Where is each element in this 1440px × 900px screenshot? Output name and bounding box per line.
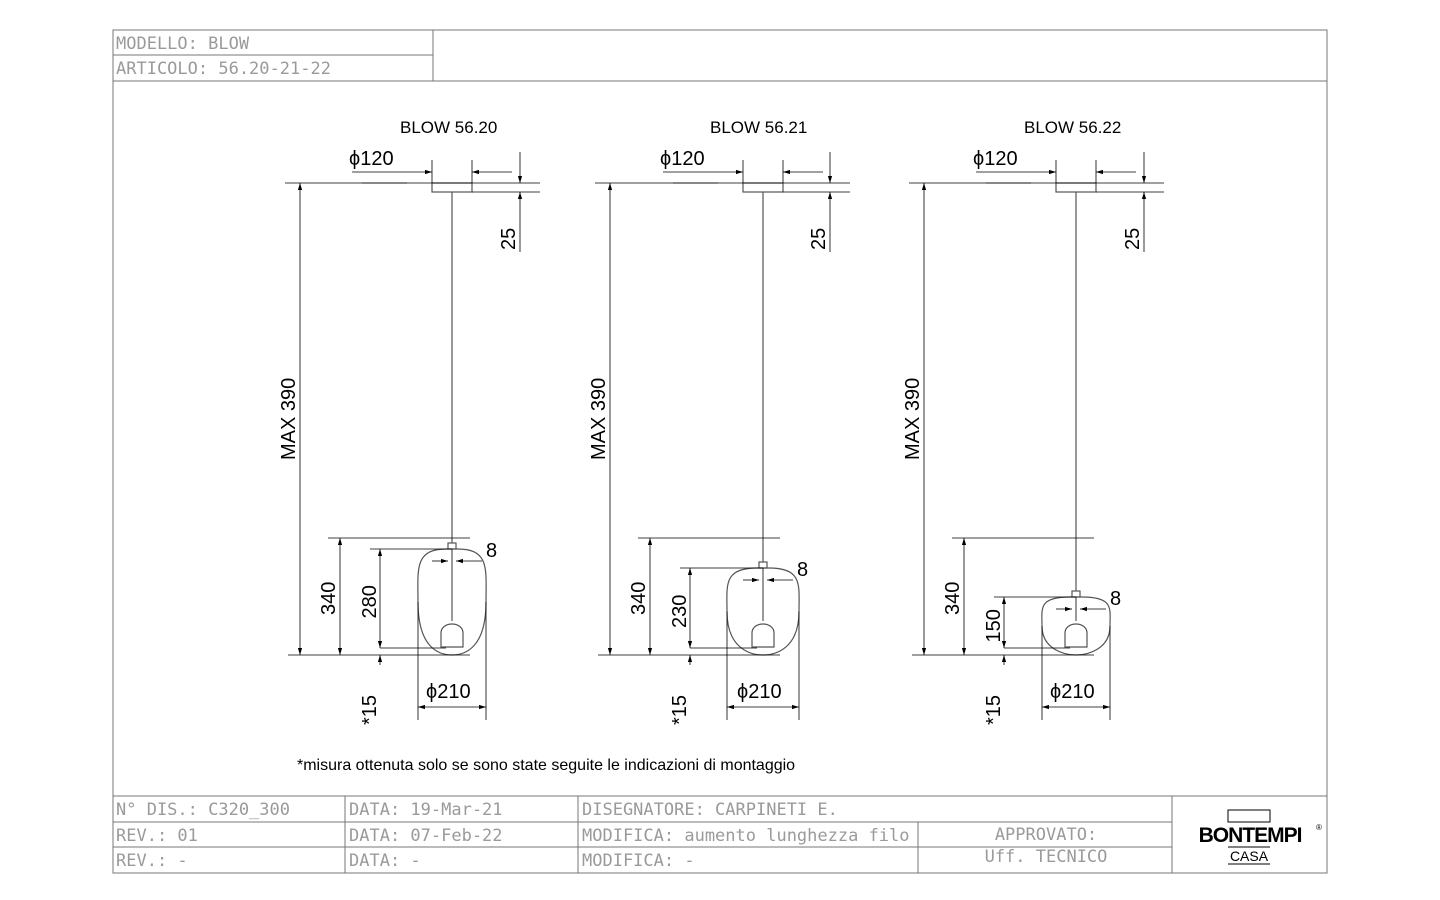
body-height: 150	[983, 609, 1005, 643]
bulb-holder	[752, 624, 774, 647]
offset-note: *15	[983, 694, 1005, 725]
bulb-holder	[441, 624, 463, 647]
body-height: 230	[669, 594, 691, 628]
offset-note: *15	[359, 694, 381, 725]
canopy-diameter: ϕ120	[973, 148, 1018, 170]
articolo-label: ARTICOLO: 56.20-21-22	[116, 59, 331, 79]
lamp-2	[588, 118, 850, 725]
cable-diameter: 8	[1110, 588, 1122, 610]
svg-text:CASA: CASA	[1229, 848, 1269, 864]
date-3: DATA: -	[349, 851, 421, 871]
title-block	[113, 796, 1327, 873]
lamp-title: BLOW 56.21	[710, 118, 808, 137]
revision-2: REV.: -	[116, 851, 188, 871]
body-height: 280	[359, 585, 381, 619]
modification-1: MODIFICA: aumento lunghezza filo	[582, 826, 910, 846]
cable-diameter: 8	[486, 540, 498, 562]
lamp-title: BLOW 56.22	[1024, 118, 1122, 137]
body-diameter: ϕ210	[737, 681, 782, 703]
canopy-height: 25	[808, 227, 830, 250]
total-height: 340	[628, 581, 650, 615]
canopy-diameter: ϕ120	[349, 148, 394, 170]
max-length: MAX 390	[588, 377, 610, 460]
cable-cap	[759, 562, 767, 568]
body-diameter: ϕ210	[1050, 681, 1095, 703]
max-length: MAX 390	[278, 377, 300, 460]
canopy	[1056, 183, 1096, 192]
cable-diameter: 8	[797, 559, 809, 581]
lamp-1	[278, 118, 540, 725]
revision-1: REV.: 01	[116, 826, 198, 846]
canopy-diameter: ϕ120	[660, 148, 705, 170]
cable-cap	[448, 543, 456, 549]
total-height: 340	[942, 581, 964, 615]
total-height: 340	[318, 581, 340, 615]
modification-2: MODIFICA: -	[582, 851, 695, 871]
bulb-holder	[1065, 624, 1087, 647]
cable-cap	[1072, 591, 1080, 597]
svg-text:®: ®	[1316, 823, 1322, 832]
lamp-drawings	[278, 118, 1164, 725]
max-length: MAX 390	[902, 377, 924, 460]
canopy	[432, 183, 472, 192]
approved-by: Uff. TECNICO	[984, 847, 1108, 867]
drawing-number: N° DIS.: C320_300	[116, 800, 290, 820]
date-2: DATA: 07-Feb-22	[349, 826, 503, 846]
canopy	[743, 183, 783, 192]
modello-label: MODELLO: BLOW	[116, 34, 250, 54]
canopy-height: 25	[1122, 227, 1144, 250]
bontempi-casa-logo	[1199, 810, 1322, 864]
body-diameter: ϕ210	[426, 681, 471, 703]
canopy-height: 25	[498, 227, 520, 250]
date-1: DATA: 19-Mar-21	[349, 800, 503, 820]
approved-label: APPROVATO:	[994, 825, 1098, 845]
svg-text:BONTEMPI: BONTEMPI	[1198, 824, 1302, 847]
header-block	[113, 30, 1327, 81]
lamp-3	[902, 118, 1164, 725]
assembly-note: *misura ottenuta solo se sono state seguite le indicazioni di montaggio	[297, 757, 796, 774]
lamp-title: BLOW 56.20	[400, 118, 498, 137]
offset-note: *15	[669, 694, 691, 725]
designer: DISEGNATORE: CARPINETI E.	[582, 800, 838, 820]
